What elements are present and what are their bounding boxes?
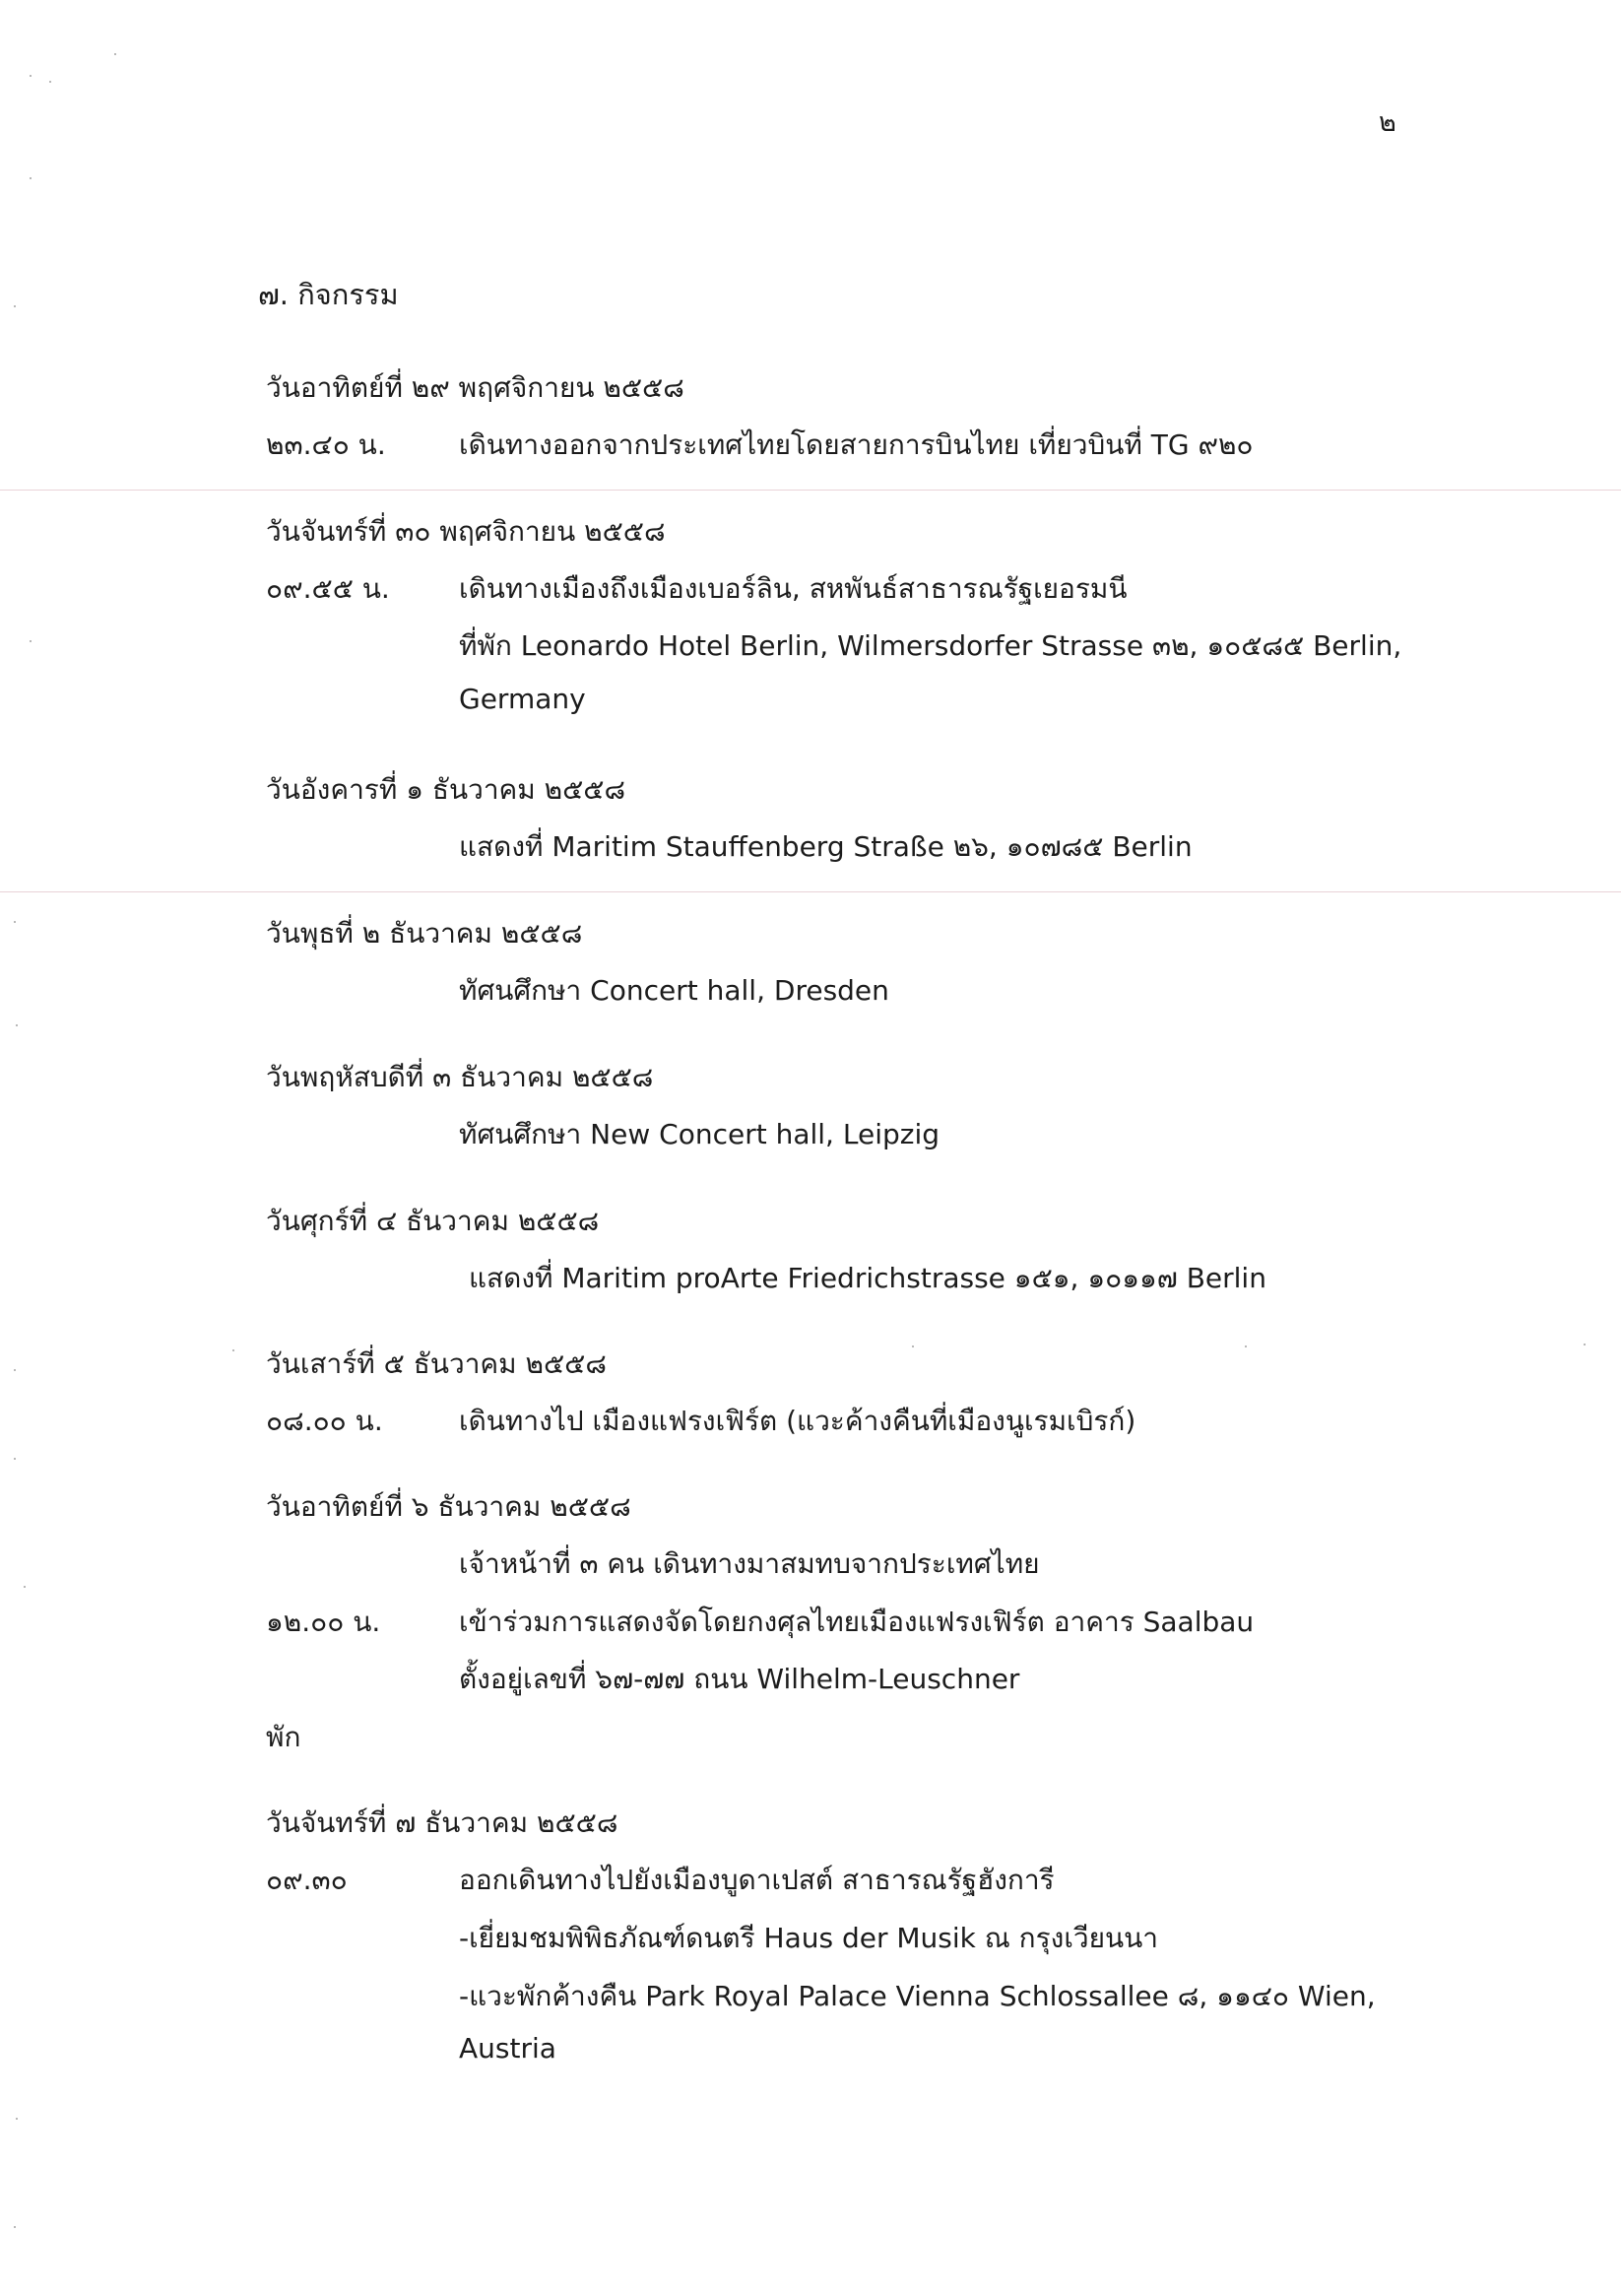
scan-speck [1584, 1344, 1586, 1345]
rest-note: พัก [266, 1721, 301, 1753]
scan-speck [30, 75, 32, 77]
activity-line: ออกเดินทางไปยังเมืองบูดาเปสต์ สาธารณรัฐฮังการี [459, 1864, 1055, 1896]
activity-line: ทัศนศึกษา Concert hall, Dresden [459, 974, 889, 1007]
scan-speck [49, 81, 51, 83]
activity-line: ทัศนศึกษา New Concert hall, Leipzig [459, 1118, 940, 1150]
scan-speck [16, 1024, 18, 1026]
activity-line: -แวะพักค้างคืน Park Royal Palace Vienna Schlossallee ๘, ๑๑๔๐ Wien, [459, 1980, 1376, 2012]
scan-speck [30, 177, 32, 179]
activity-line: ตั้งอยู่เลขที่ ๖๗-๗๗ ถนน Wilhelm-Leuschner [459, 1663, 1020, 1695]
activity-line: เดินทางไป เมืองแฟรงเฟิร์ต (แวะค้างคืนที่เมืองนูเรมเบิรก์) [459, 1405, 1136, 1437]
activity-line: Germany [459, 683, 586, 715]
scan-artifact-line [0, 490, 1621, 491]
day-heading: วันอาทิตย์ที่ ๒๙ พฤศจิกายน ๒๕๕๘ [266, 371, 684, 404]
scan-speck [30, 640, 32, 642]
scan-speck [232, 1349, 234, 1351]
day-heading: วันจันทร์ที่ ๗ ธันวาคม ๒๕๕๘ [266, 1806, 618, 1839]
activity-line: เดินทางเมืองถึงเมืองเบอร์ลิน, สหพันธ์สาธารณรัฐเยอรมนี [459, 572, 1128, 605]
activity-line: ที่พัก Leonardo Hotel Berlin, Wilmersdorfer Strasse ๓๒, ๑๐๕๘๕ Berlin, [459, 629, 1402, 662]
scan-speck [24, 1586, 26, 1588]
activity-line: เจ้าหน้าที่ ๓ คน เดินทางมาสมทบจากประเทศไทย [459, 1547, 1040, 1580]
day-heading: วันพฤหัสบดีที่ ๓ ธันวาคม ๒๕๕๘ [266, 1061, 654, 1093]
activity-line: เข้าร่วมการแสดงจัดโดยกงศุลไทยเมืองแฟรงเฟิร์ต อาคาร Saalbau [459, 1606, 1255, 1638]
section-title: ๗. กิจกรรม [258, 278, 399, 311]
day-heading: วันศุกร์ที่ ๔ ธันวาคม ๒๕๕๘ [266, 1205, 600, 1237]
time-label: ๒๓.๔๐ น. [266, 428, 386, 461]
activity-line: แสดงที่ Maritim proArte Friedrichstrasse ๑๕๑, ๑๐๑๑๗ Berlin [469, 1262, 1266, 1294]
scan-speck [912, 1345, 914, 1347]
scan-speck [14, 1369, 16, 1371]
time-label: ๐๙.๕๕ น. [266, 572, 390, 605]
scan-speck [14, 2226, 16, 2228]
activity-line: แสดงที่ Maritim Stauffenberg Straße ๒๖, ๑๐๗๘๕ Berlin [459, 830, 1193, 863]
day-heading: วันอาทิตย์ที่ ๖ ธันวาคม ๒๕๕๘ [266, 1490, 631, 1523]
scan-artifact-line [0, 891, 1621, 892]
scan-speck [16, 2118, 18, 2120]
day-heading: วันจันทร์ที่ ๓๐ พฤศจิกายน ๒๕๕๘ [266, 515, 666, 548]
activity-line: เดินทางออกจากประเทศไทยโดยสายการบินไทย เที่ยวบินที่ TG ๙๒๐ [459, 428, 1254, 461]
scan-speck [14, 305, 16, 307]
activity-line: -เยี่ยมชมพิพิธภัณฑ์ดนตรี Haus der Musik ณ กรุงเวียนนา [459, 1922, 1159, 1954]
time-label: ๐๘.๐๐ น. [266, 1405, 383, 1437]
time-label: ๐๙.๓๐ [266, 1864, 348, 1896]
page-number: ๒ [1379, 107, 1396, 138]
day-heading: วันเสาร์ที่ ๕ ธันวาคม ๒๕๕๘ [266, 1347, 607, 1380]
activity-line: Austria [459, 2032, 556, 2065]
time-label: ๑๒.๐๐ น. [266, 1606, 381, 1638]
day-heading: วันอังคารที่ ๑ ธันวาคม ๒๕๕๘ [266, 773, 626, 806]
scan-speck [14, 1458, 16, 1460]
scan-speck [1245, 1345, 1247, 1347]
scan-speck [114, 53, 116, 55]
day-heading: วันพุธที่ ๒ ธันวาคม ๒๕๕๘ [266, 917, 583, 950]
scan-speck [14, 921, 16, 923]
